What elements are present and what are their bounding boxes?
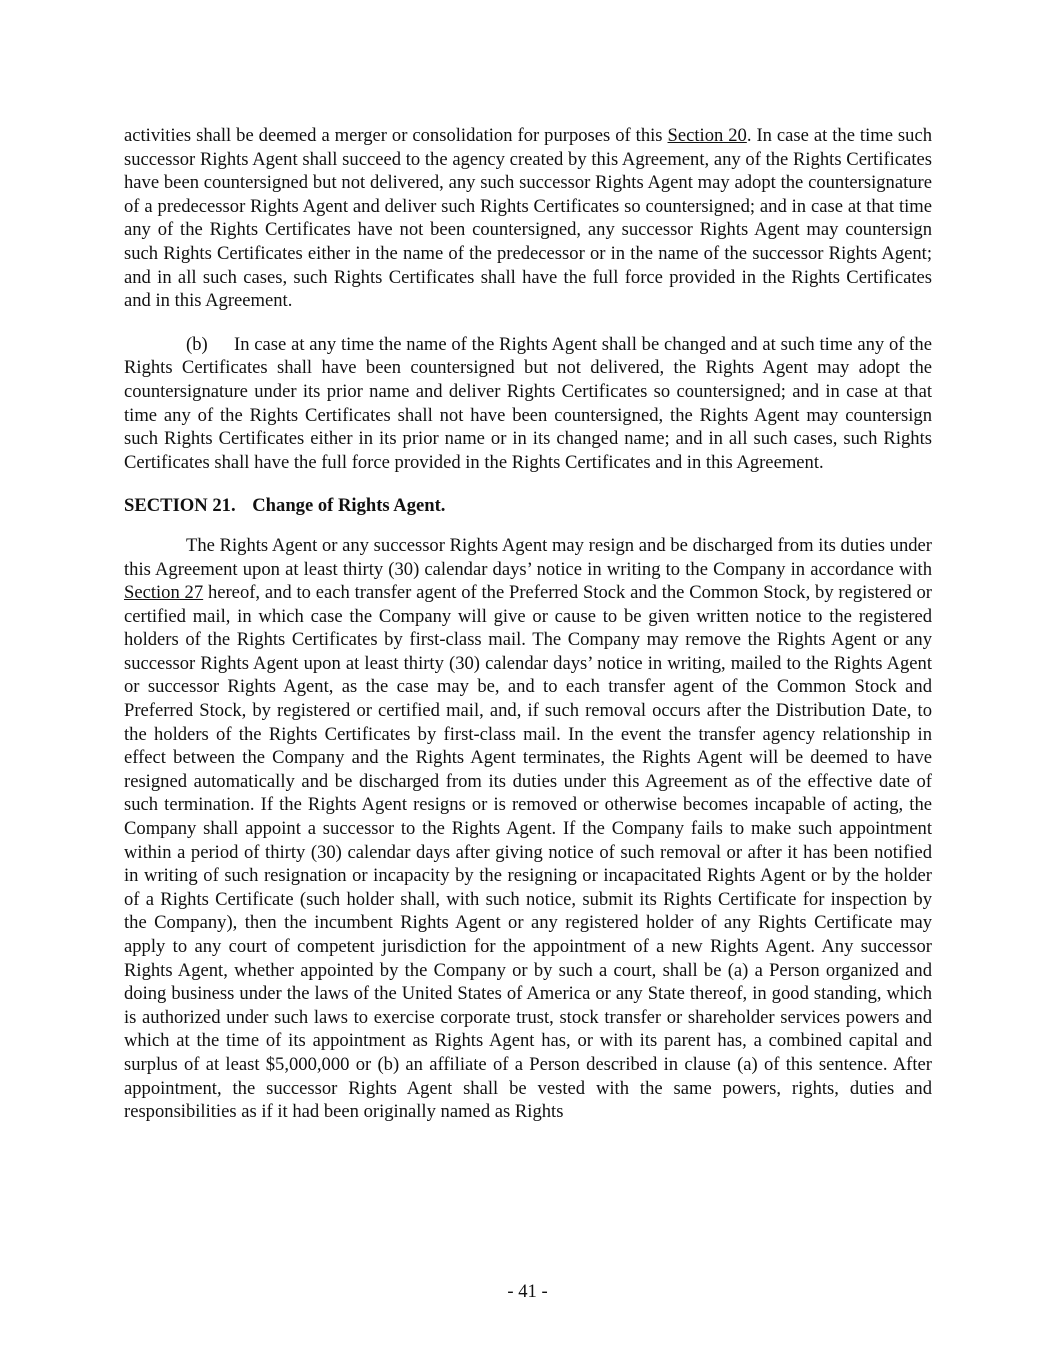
paragraph-text: hereof, and to each transfer agent of the Preferred Stock and the Common Stock, by registered or certified mail, in which case the Company will give or cause to be given written notice to the registered holders of the Rights Certificates by first-class mail. The Company may remove the Rights Agent or any successor Rights Agent upon at least thirty (30) calendar days’ notice in writing, mailed to the Rights Agent or successor Rights Agent, as the case may be, and to each transfer agent of the Common Stock and Preferred Stock, by registered or certified mail, and, if such removal occurs after the Distribution Date, to the holders of the Rights Certificates by first-class mail. In the event the transfer agency relationship in effect between the Company and the Rights Agent terminates, the Rights Agent will be deemed to have resigned automatically and be discharged from its duties under this Agreement as of the effective date of such termination. If the Rights Agent resigns or is removed or otherwise becomes incapable of acting, the Company shall appoint a successor to the Rights Agent. If the Company fails to make such appointment within a period of thirty (30) calendar days after giving notice of such removal or after it has been notified in writing of such resignation or incapacity by the resigning or incapacitated Rights Agent or by the holder of a Rights Certificate (such holder shall, with such notice, submit its Rights Certificate for inspection by the Company), then the incumbent Rights Agent or any registered holder of any Rights Certificate may apply to any court of competent jurisdiction for the appointment of a new Rights Agent. Any successor Rights Agent, whether appointed by the Company or by such a court, shall be (a) a Person organized and doing business under the laws of the United States of America or any State thereof, in good standing, which is authorized under such laws to exercise corporate trust, stock transfer or shareholder services powers and which at the time of its appointment as Rights Agent has, or with its parent has, a combined capital and surplus of at least $5,000,000 or (b) an affiliate of a Person described in clause (a) of this sentence. After appointment, the successor Rights Agent shall be vested with the same powers, rights, duties and responsibilities as if it had been originally named as Rights: [124, 582, 932, 1123]
paragraph-text: The Rights Agent or any successor Rights Agent may resign and be discharged from its duties under this Agreement upon at least thirty (30) calendar days’ notice in writing to the Company in accordance with: [124, 534, 932, 580]
clause-label: (b): [186, 333, 208, 355]
section-number: SECTION 21.: [124, 495, 236, 517]
section-heading: [124, 494, 932, 518]
paragraph-text: . In case at the time such successor Rights Agent shall succeed to the agency created by this Agreement, any of the Rights Certificates have been countersigned but not delivered, any such successor Rights Agent may adopt the countersignature of a predecessor Rights Agent and deliver such Rights Certificates so countersigned; and in case at that time any of the Rights Certificates have not been countersigned, any successor Rights Agent may countersign such Rights Certificates either in the name of the predecessor or in the name of the successor Rights Agent; and in all such cases, such Rights Certificates shall have the full force provided in the Rights Certificates and in this Agreement.: [124, 125, 933, 312]
paragraph-b: [124, 333, 932, 475]
document-page: [124, 124, 932, 1144]
section-title: Change of Rights Agent.: [252, 495, 446, 517]
section-20-reference: Section 20: [667, 125, 747, 146]
paragraph-section-20-continued: [124, 124, 932, 313]
paragraph-text: In case at any time the name of the Rights Agent shall be changed and at such time any of the Rights Certificates shall have been countersigned but not delivered, the Rights Agent may adopt the countersignature under its prior name and deliver Rights Certificates so countersigned; and in case at that time any of the Rights Certificates shall not have been countersigned, the Rights Agent may countersign such Rights Certificates either in its prior name or in its changed name; and in all such cases, such Rights Certificates shall have the full force provided in the Rights Certificates and in this Agreement.: [124, 333, 932, 473]
paragraph-text: activities shall be deemed a merger or consolidation for purposes of this: [124, 125, 668, 146]
paragraph-section-21: [124, 534, 932, 1124]
page-number: - 41 -: [507, 1281, 548, 1302]
section-27-reference: Section 27: [124, 582, 204, 604]
